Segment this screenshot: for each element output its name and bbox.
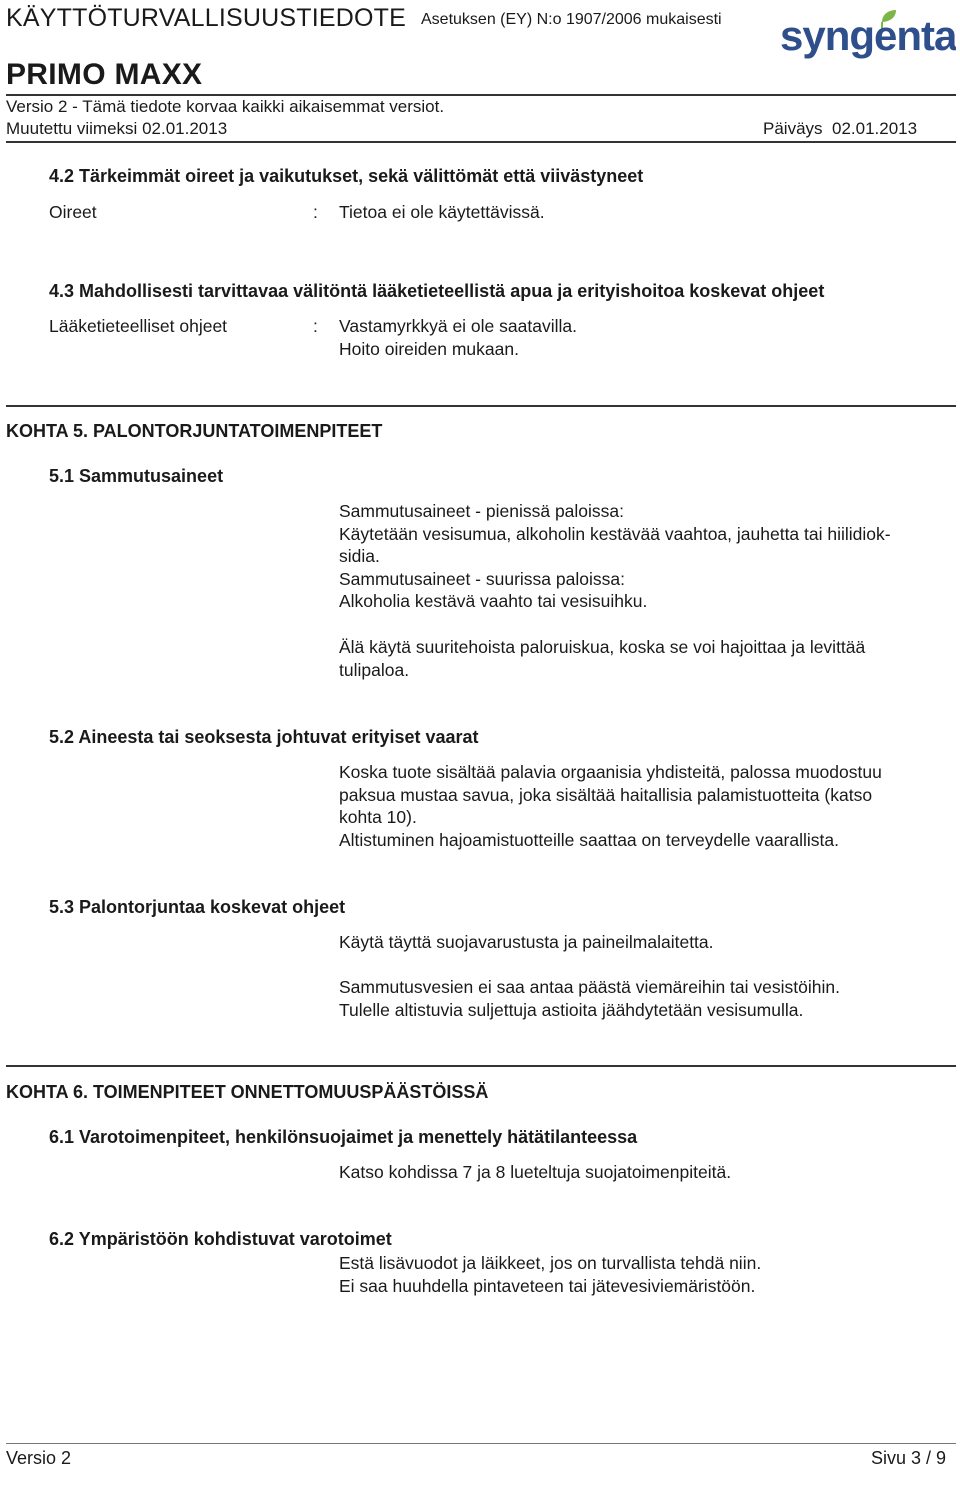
- section-4-3-heading: 4.3 Mahdollisesti tarvittavaa välitöntä lääketieteellistä apua ja erityishoitoa koskevat ohjeet: [49, 281, 825, 301]
- extinguishing-line: Käytetään vesisumua, alkoholin kestävää vaahtoa, jauhetta tai hiilidiok-: [339, 524, 891, 544]
- hazard-line: Koska tuote sisältää palavia orgaanisia yhdisteitä, palossa muodostuu: [339, 762, 882, 782]
- symptoms-value: Tietoa ei ole käytettävissä.: [339, 202, 545, 222]
- medical-advice-colon: :: [313, 316, 318, 336]
- section-5-title: KOHTA 5. PALONTORJUNTATOIMENPITEET: [6, 421, 383, 441]
- medical-advice-line: Vastamyrkkyä ei ole saatavilla.: [339, 316, 577, 336]
- hazard-line: kohta 10).: [339, 807, 417, 827]
- extinguishing-line: Alkoholia kestävä vaahto tai vesisuihku.: [339, 591, 648, 611]
- footer-rule: [6, 1443, 956, 1444]
- hazard-line: paksua mustaa savua, joka sisältää haitallisia palamistuotteita (katso: [339, 785, 873, 805]
- firefighting-line: Käytä täyttä suojavarustusta ja paineilmalaitetta.: [339, 932, 714, 952]
- date-label: Päiväys: [763, 119, 823, 138]
- syngenta-logo: [778, 6, 956, 62]
- symptoms-colon: :: [313, 202, 318, 222]
- regulation-reference: Asetuksen (EY) N:o 1907/2006 mukaisesti: [421, 11, 722, 28]
- medical-advice-label: Lääketieteelliset ohjeet: [49, 316, 228, 336]
- section-5-2-heading: 5.2 Aineesta tai seoksesta johtuvat erityiset vaarat: [49, 727, 479, 747]
- modified-label: Muutettu viimeksi: [6, 119, 138, 138]
- extinguishing-line: Sammutusaineet - suurissa paloissa:: [339, 569, 625, 589]
- extinguishing-line: Sammutusaineet - pienissä paloissa:: [339, 501, 625, 521]
- symptoms-label: Oireet: [49, 202, 97, 222]
- modified-date-line: [6, 119, 227, 139]
- firefighting-line: Sammutusvesien ei saa antaa päästä viemäreihin tai vesistöihin.: [339, 977, 840, 997]
- date-value: 02.01.2013: [831, 119, 918, 138]
- document-title: KÄYTTÖTURVALLISUUSTIEDOTE: [6, 4, 406, 32]
- environmental-line: Estä lisävuodot ja läikkeet, jos on turvallista tehdä niin.: [339, 1253, 762, 1273]
- extinguishing-warning-line: tulipaloa.: [339, 660, 410, 680]
- section-6-2-heading: 6.2 Ympäristöön kohdistuvat varotoimet: [49, 1229, 392, 1249]
- firefighting-line: Tulelle altistuvia suljettuja astioita jäähdytetään vesisumulla.: [339, 1000, 804, 1020]
- header-rule-top: [6, 94, 956, 96]
- product-name: PRIMO MAXX: [6, 58, 203, 91]
- section-5-1-heading: 5.1 Sammutusaineet: [49, 466, 224, 486]
- extinguishing-warning-line: Älä käytä suuritehoista paloruiskua, koska se voi hajoittaa ja levittää: [339, 637, 866, 657]
- extinguishing-line: sidia.: [339, 546, 380, 566]
- medical-advice-line: Hoito oireiden mukaan.: [339, 339, 519, 359]
- hazard-line: Altistuminen hajoamistuotteille saattaa on terveydelle vaarallista.: [339, 830, 839, 850]
- version-line: Versio 2 - Tämä tiedote korvaa kaikki aikaisemmat versiot.: [6, 97, 445, 116]
- header-rule-bottom: [6, 141, 956, 143]
- section-6-rule: [6, 1065, 956, 1067]
- section-4-2-heading: 4.2 Tärkeimmät oireet ja vaikutukset, sekä välittömät että viivästyneet: [49, 166, 644, 186]
- section-6-1-heading: 6.1 Varotoimenpiteet, henkilönsuojaimet ja menettely hätätilanteessa: [49, 1127, 638, 1147]
- modified-date: 02.01.2013: [142, 119, 228, 138]
- footer-version: Versio 2: [6, 1448, 72, 1468]
- date-line: [763, 119, 917, 139]
- precautions-line: Katso kohdissa 7 ja 8 lueteltuja suojatoimenpiteitä.: [339, 1162, 732, 1182]
- environmental-line: Ei saa huuhdella pintaveteen tai jätevesiviemäristöön.: [339, 1276, 756, 1296]
- footer-page-number: Sivu 3 / 9: [870, 1448, 946, 1468]
- section-5-rule: [6, 405, 956, 407]
- section-5-3-heading: 5.3 Palontorjuntaa koskevat ohjeet: [49, 897, 346, 917]
- logo-wordmark: syngenta: [780, 12, 956, 59]
- section-6-title: KOHTA 6. TOIMENPITEET ONNETTOMUUSPÄÄSTÖISSÄ: [6, 1082, 489, 1102]
